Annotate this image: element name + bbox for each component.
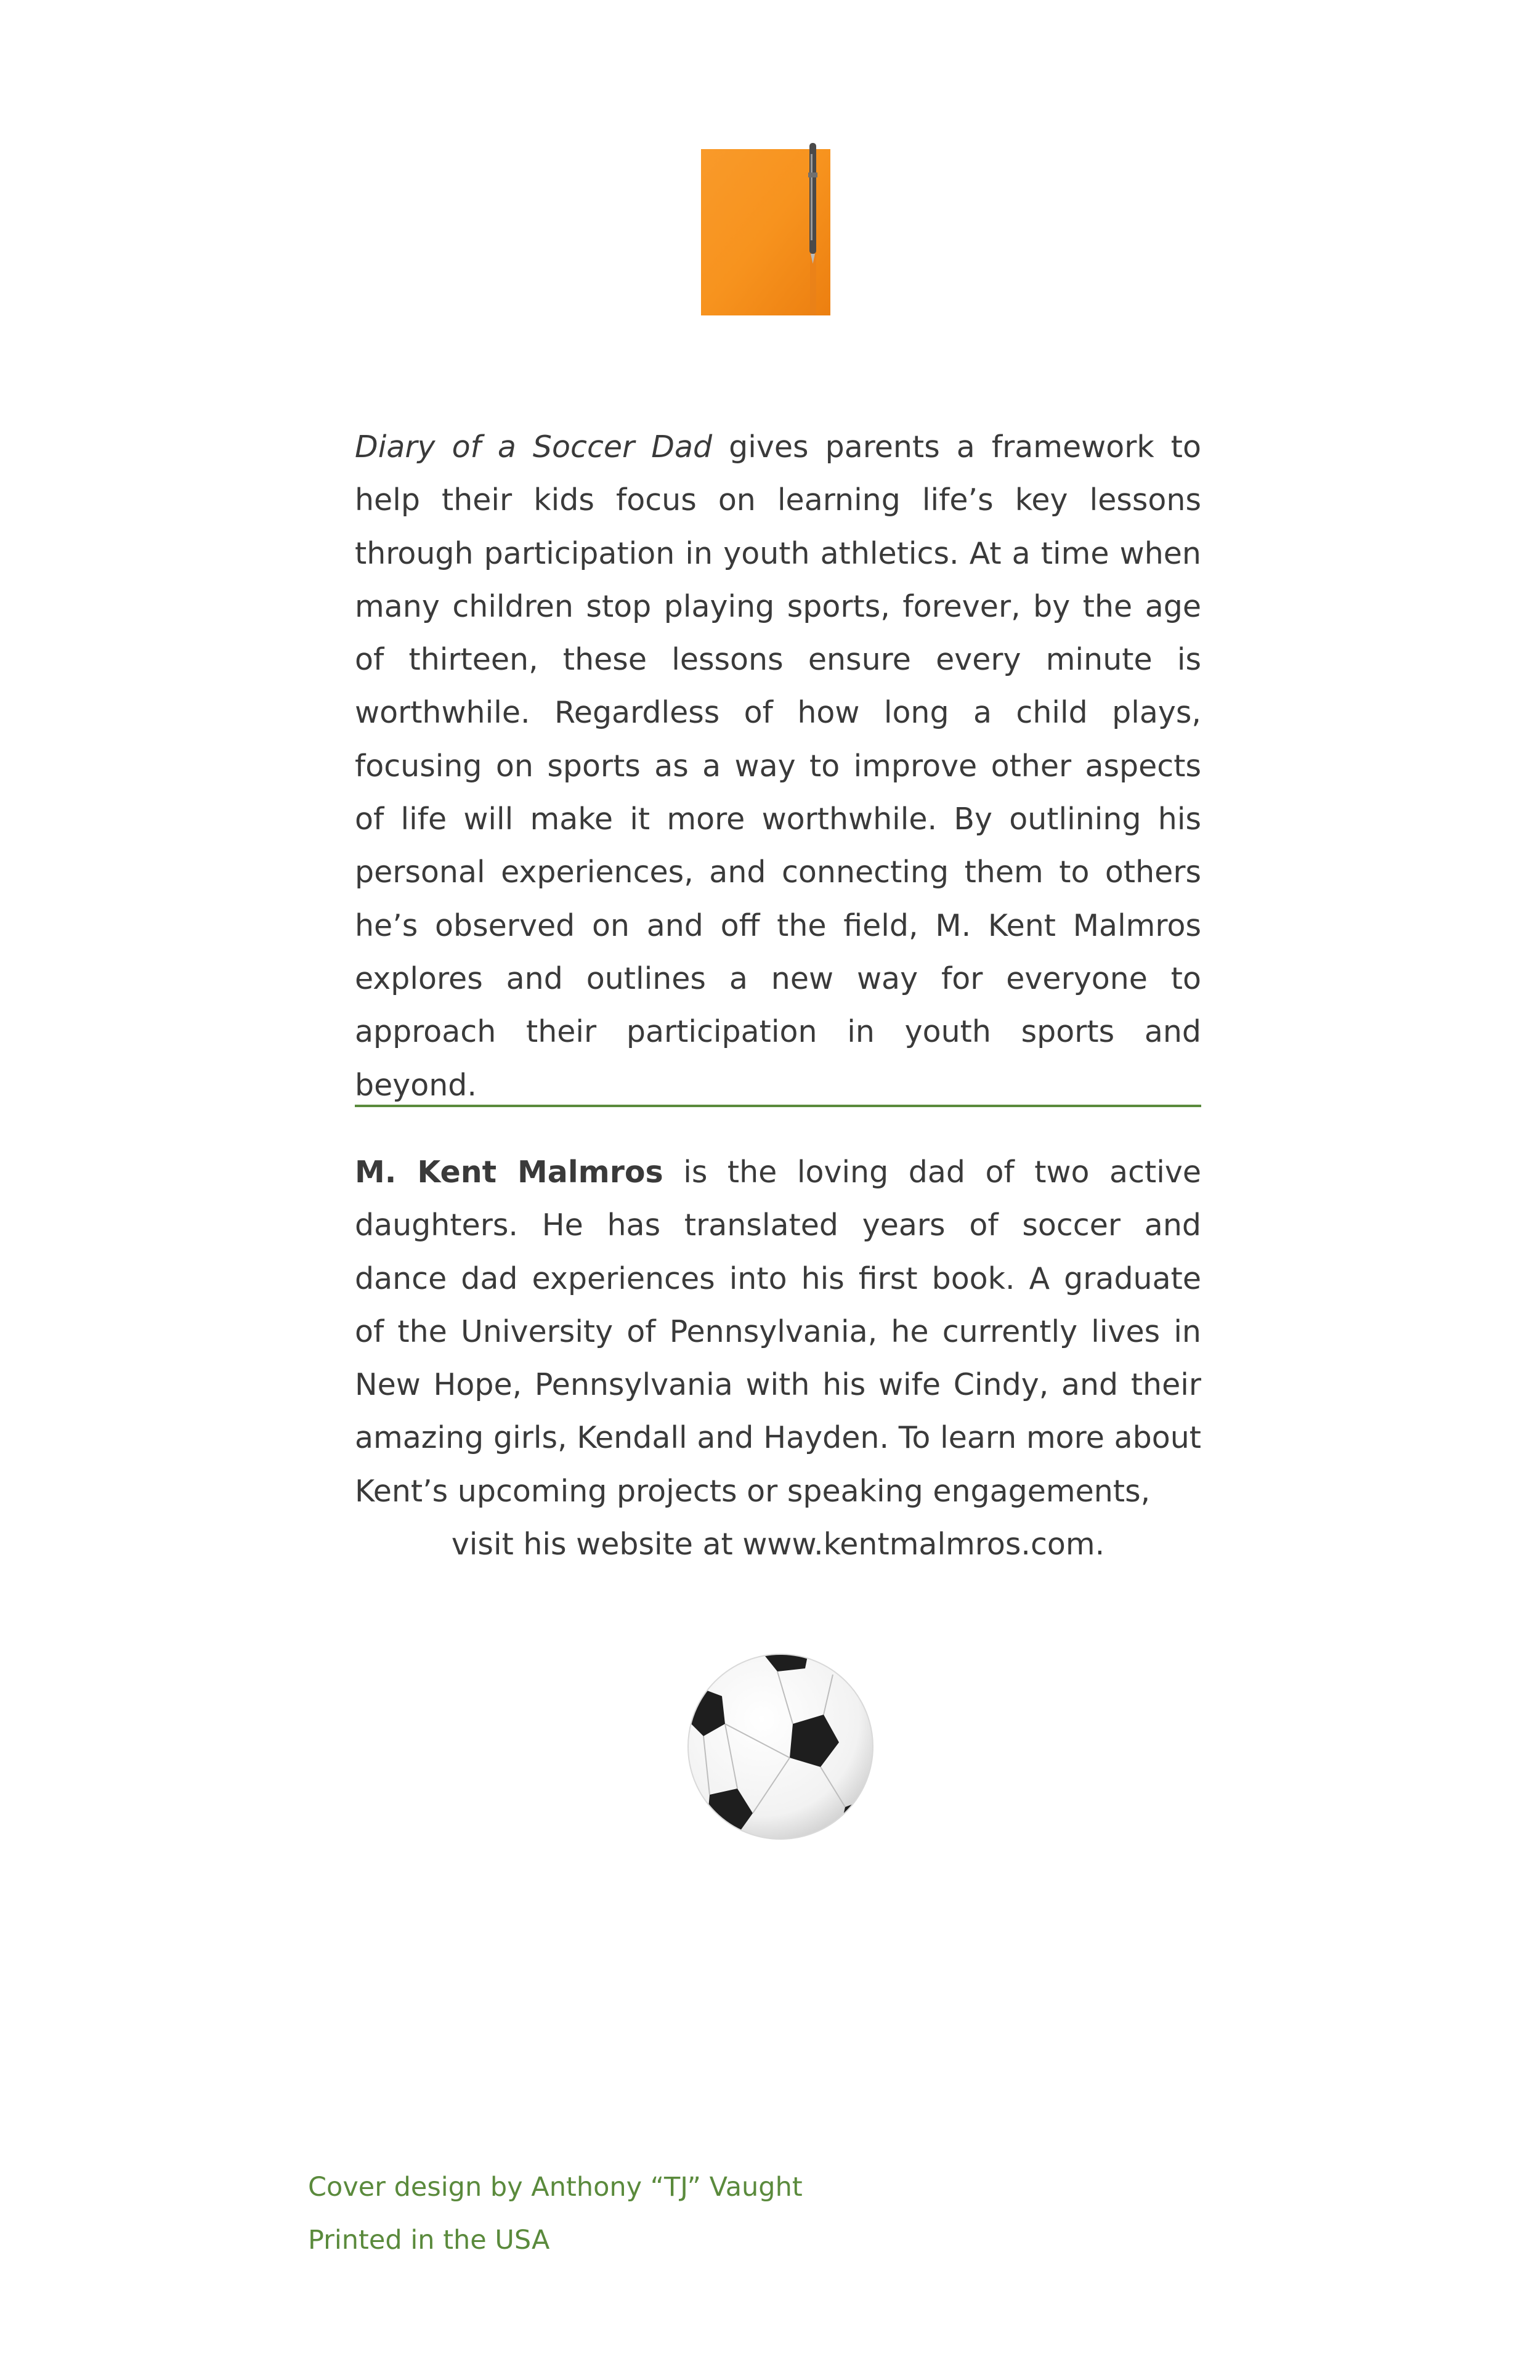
author-bio bbox=[355, 1146, 1201, 1571]
book-description bbox=[355, 421, 1201, 1112]
book-description-text: gives parents a framework to help their kids focus on learning life’s key lessons through participation in youth athletics. At a time when many children stop playing sports, forever, by the age of thirteen, these lessons ensure every minute is worthwhile. Regardless of how long a child plays, focusing on sports as a way to improve other aspects of life will make it more worthwhile. By outlining his personal experiences, and connecting them to others he’s observed on and off the field, M. Kent Malmros explores and outlines a new way for everyone to approach their participation in youth sports and beyond. bbox=[355, 429, 1201, 1103]
notebook-with-pen-icon bbox=[696, 142, 838, 327]
author-name: M. Kent Malmros bbox=[355, 1155, 663, 1190]
author-website-line: visit his website at www.kentmalmros.com. bbox=[451, 1527, 1105, 1562]
divider bbox=[355, 1105, 1201, 1107]
author-bio-text: is the loving dad of two active daughters. He has translated years of soccer and dance dad experiences into his first book. A graduate of the University of Pennsylvania, he currently lives in New Hope, Pennsylvania with his wife Cindy, and their amazing girls, Kendall and Hayden. To learn more about Kent’s upcoming projects or speaking engagements, bbox=[355, 1155, 1201, 1509]
soccer-ball-icon bbox=[685, 1650, 876, 1843]
cover-design-credit: Cover design by Anthony “TJ” Vaught bbox=[308, 2172, 803, 2203]
printed-in-credit: Printed in the USA bbox=[308, 2225, 550, 2256]
book-title: Diary of a Soccer Dad bbox=[355, 429, 713, 465]
